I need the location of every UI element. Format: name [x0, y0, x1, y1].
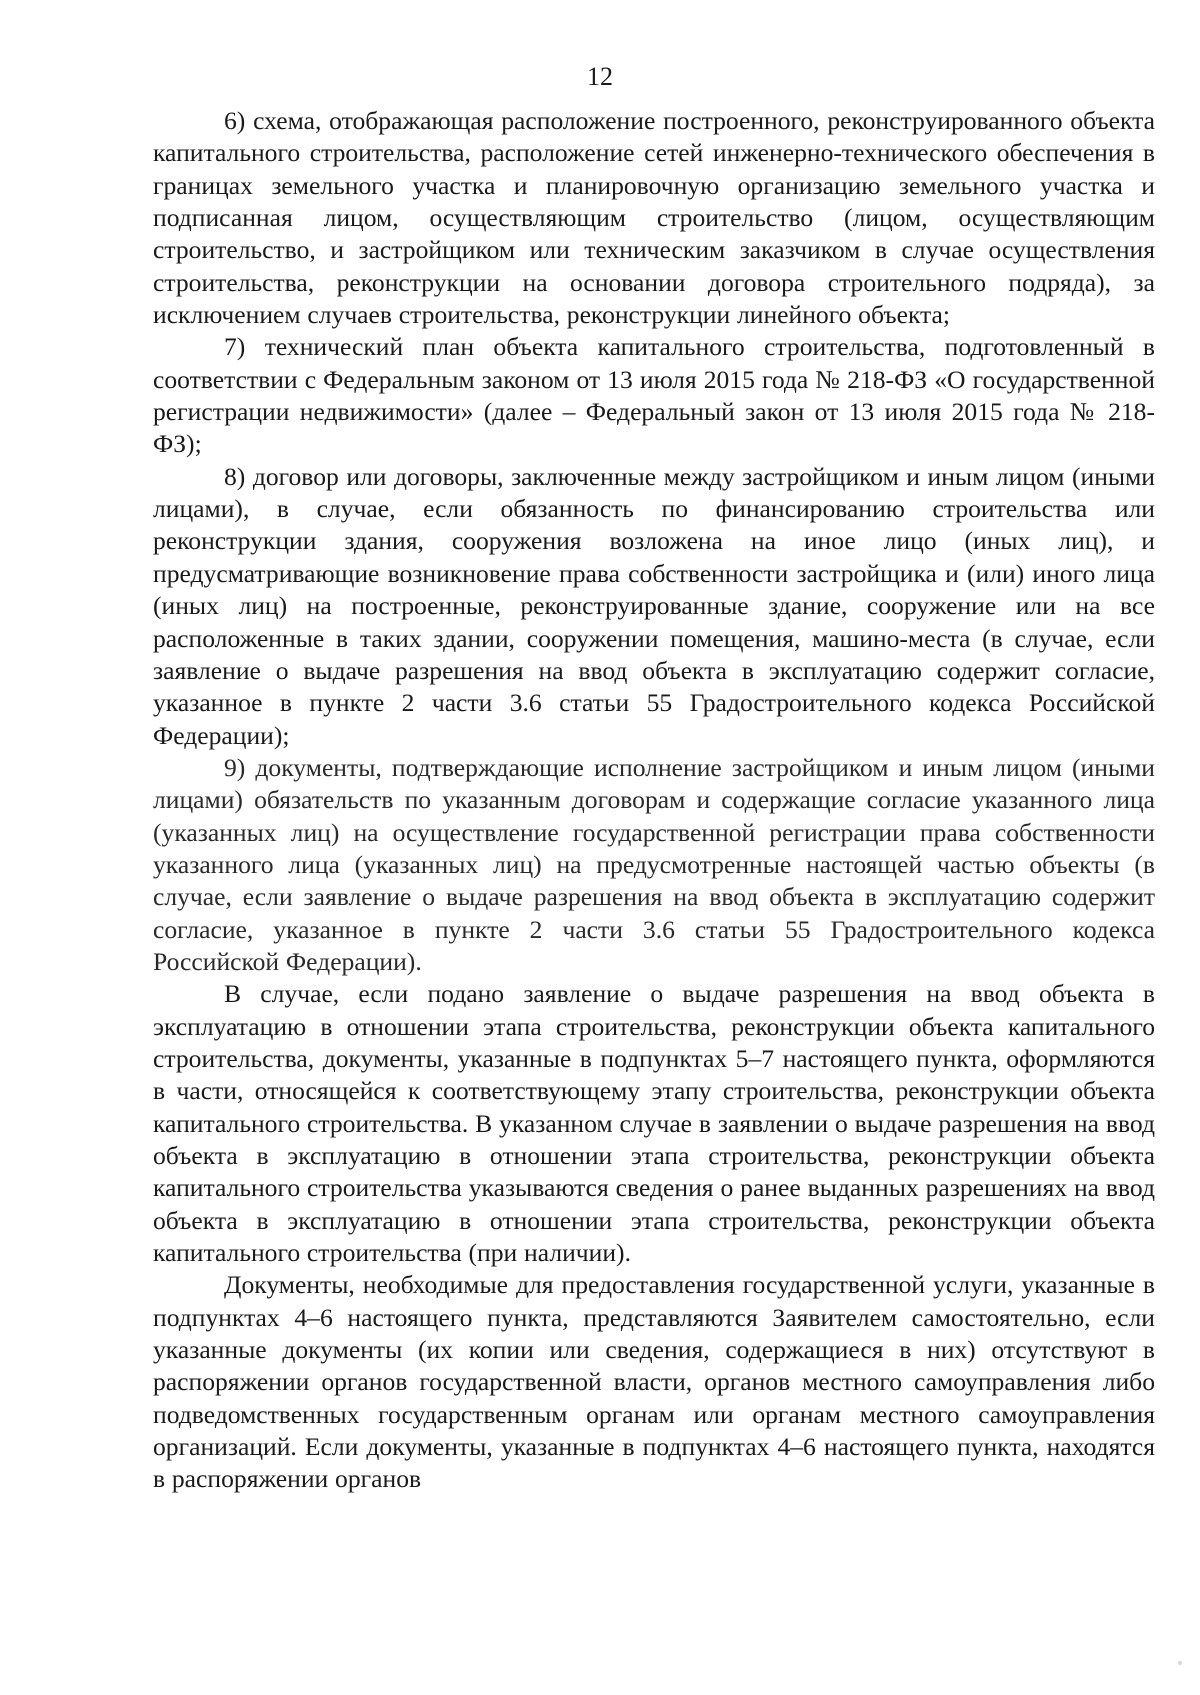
document-body — [153, 105, 1155, 1496]
paragraph-item-9: 9) документы, подтверждающие исполнение застройщиком и иным лицом (иными лицами) обязательств по указанным договорам и содержащие согласие указанного лица (указанных лиц) на осуществление государственной регистрации права собственности указанного лица (указанных лиц) на предусмотренные настоящей частью объекты (в случае, если заявление о выдаче разрешения на ввод объекта в эксплуатацию содержит согласие, указанное в пункте 2 части 3.6 статьи 55 Градостроительного кодекса Российской Федерации). — [153, 752, 1155, 976]
paragraph-stage-case: В случае, если подано заявление о выдаче разрешения на ввод объекта в эксплуатацию в отношении этапа строительства, реконструкции объекта капитального строительства, документы, указанные в подпунктах 5–7 настоящего пункта, оформляются в части, относящейся к соответствующему этапу строительства, реконструкции объекта капитального строительства. В указанном случае в заявлении о выдаче разрешения на ввод объекта в эксплуатацию в отношении этапа строительства, реконструкции объекта капитального строительства указываются сведения о ранее выданных разрешениях на ввод объекта в эксплуатацию в отношении этапа строительства, реконструкции объекта капитального строительства (при наличии). — [153, 979, 1155, 1268]
paragraph-documents-provision: Документы, необходимые для предоставления государственной услуги, указанные в подпунктах 4–6 настоящего пункта, представляются Заявителем самостоятельно, если указанные документы (их копии или сведения, содержащиеся в них) отсутствуют в распоряжении органов государственной власти, органов местного самоуправления либо подведомственных государственным органам или органам местного самоуправления организаций. Если документы, указанные в подпунктах 4–6 настоящего пункта, находятся в распоряжении органов — [153, 1270, 1155, 1494]
scan-dot — [1178, 1661, 1182, 1665]
paragraph-item-6: 6) схема, отображающая расположение построенного, реконструированного объекта капитального строительства, расположение сетей инженерно-технического обеспечения в границах земельного участка и планировочную организацию земельного участка и подписанная лицом, осуществляющим строительство (лицом, осуществляющим строительство, и застройщиком или техническим заказчиком в случае осуществления строительства, реконструкции на основании договора строительного подряда), за исключением случаев строительства, реконструкции линейного объекта; — [153, 106, 1155, 330]
paragraph-item-8: 8) договор или договоры, заключенные между застройщиком и иным лицом (иными лицами), в случае, если обязанность по финансированию строительства или реконструкции здания, сооружения возложена на иное лицо (иных лиц), и предусматривающие возникновение права собственности застройщика и (или) иного лица (иных лиц) на построенные, реконструированные здание, сооружение или на все расположенные в таких здании, сооружении помещения, машино-места (в случае, если заявление о выдаче разрешения на ввод объекта в эксплуатацию содержит согласие, указанное в пункте 2 части 3.6 статьи 55 Градостроительного кодекса Российской Федерации); — [153, 461, 1155, 750]
page-number: 12 — [587, 62, 613, 91]
paragraph-item-7: 7) технический план объекта капитального строительства, подготовленный в соответствии с Федеральным законом от 13 июля 2015 года № 218-ФЗ «О государственной регистрации недвижимости» (далее – Федеральный закон от 13 июля 2015 года № 218-ФЗ); — [153, 332, 1155, 459]
